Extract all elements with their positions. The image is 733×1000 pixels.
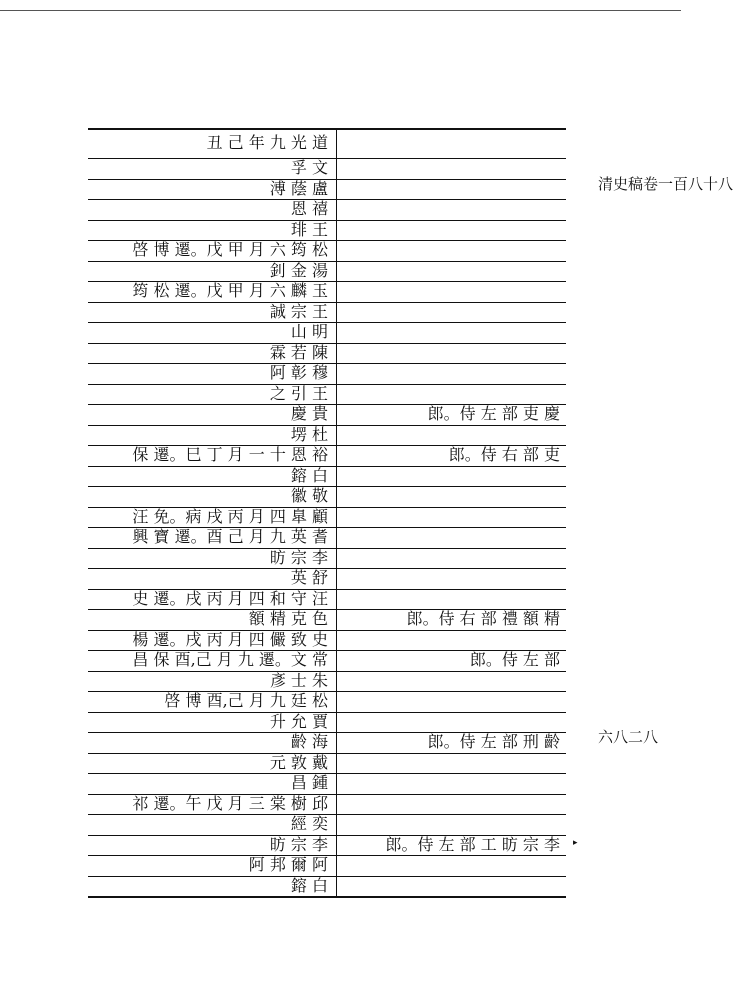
left-cell: 霖 若 陳 — [269, 342, 328, 362]
left-cell: 誠 宗 王 — [269, 301, 328, 321]
left-cell: 筠 松 遷。戊 甲 月 六 麟 玉 — [132, 281, 328, 301]
right-cell: 郎。侍 左 部 — [469, 650, 560, 670]
left-cell: 山 明 — [290, 322, 328, 342]
left-cell: 昉 宗 李 — [269, 834, 328, 854]
right-cell: 郎。侍 左 部 工 昉 宗 李 — [385, 834, 560, 854]
left-cell: 恩 禧 — [290, 199, 328, 219]
left-cell: 額 精 克 色 — [248, 609, 328, 629]
left-cell: 祁 遷。午 戊 月 三 棠 樹 邱 — [132, 793, 328, 813]
row-rule — [88, 128, 566, 130]
left-cell: 溥 蔭 盧 — [269, 178, 328, 198]
left-cell: 鎔 白 — [290, 465, 328, 485]
left-cell: 阿 邦 爾 阿 — [248, 855, 328, 875]
left-cell: 昌 鍾 — [290, 773, 328, 793]
right-cell: 郎。侍 左 部 刑 齡 — [427, 732, 560, 752]
left-cell: 英 舒 — [290, 568, 328, 588]
left-cell: 經 奕 — [290, 814, 328, 834]
left-cell: 元 敦 戴 — [269, 752, 328, 772]
left-cell: 徽 敬 — [290, 486, 328, 506]
row-rule — [88, 896, 566, 898]
left-cell: 之 引 王 — [269, 383, 328, 403]
left-cell: 汪 免。病 戌 丙 月 四 臯 顧 — [132, 506, 328, 526]
page-number: 六八二八 — [598, 728, 659, 746]
left-cell: 塄 杜 — [290, 424, 328, 444]
left-cell: 孚 文 — [290, 158, 328, 178]
left-cell: 史 遷。戌 丙 月 四 和 守 汪 — [132, 588, 328, 608]
left-cell: 阿 彰 穆 — [269, 363, 328, 383]
scan-top-edge — [0, 10, 681, 11]
left-cell: 楊 遷。戌 丙 月 四 儼 致 史 — [132, 629, 328, 649]
left-cell: 彥 士 朱 — [269, 670, 328, 690]
left-cell: 昉 宗 李 — [269, 547, 328, 567]
column-divider — [336, 128, 337, 896]
left-cell: 慶 貴 — [290, 404, 328, 424]
left-cell: 興 寶 遷。酉 己 月 九 英 耆 — [132, 527, 328, 547]
left-cell: 保 遷。巳 丁 月 一 十 恩 裕 — [132, 445, 328, 465]
left-cell: 啓 博 遷。戊 甲 月 六 筠 松 — [132, 240, 328, 260]
left-cell: 琲 王 — [290, 219, 328, 239]
margin-mark: ▸ — [573, 838, 578, 848]
left-cell: 丑 己 年 九 光 道 — [206, 133, 328, 152]
left-cell: 齡 海 — [290, 732, 328, 752]
left-cell: 釗 金 湯 — [269, 260, 328, 280]
right-cell: 郎。侍 右 部 吏 — [448, 445, 560, 465]
left-cell: 昌 保 酉,己 月 九 遷。文 常 — [132, 650, 328, 670]
left-cell: 啓 博 酉,己 月 九 廷 松 — [164, 691, 328, 711]
left-cell: 鎔 白 — [290, 875, 328, 895]
side-title: 清史稿卷一百八十八 — [598, 175, 733, 193]
left-cell: 升 允 賈 — [269, 711, 328, 731]
right-cell: 郎。侍 左 部 吏 慶 — [427, 404, 560, 424]
right-cell: 郎。侍 右 部 禮 額 精 — [406, 609, 560, 629]
